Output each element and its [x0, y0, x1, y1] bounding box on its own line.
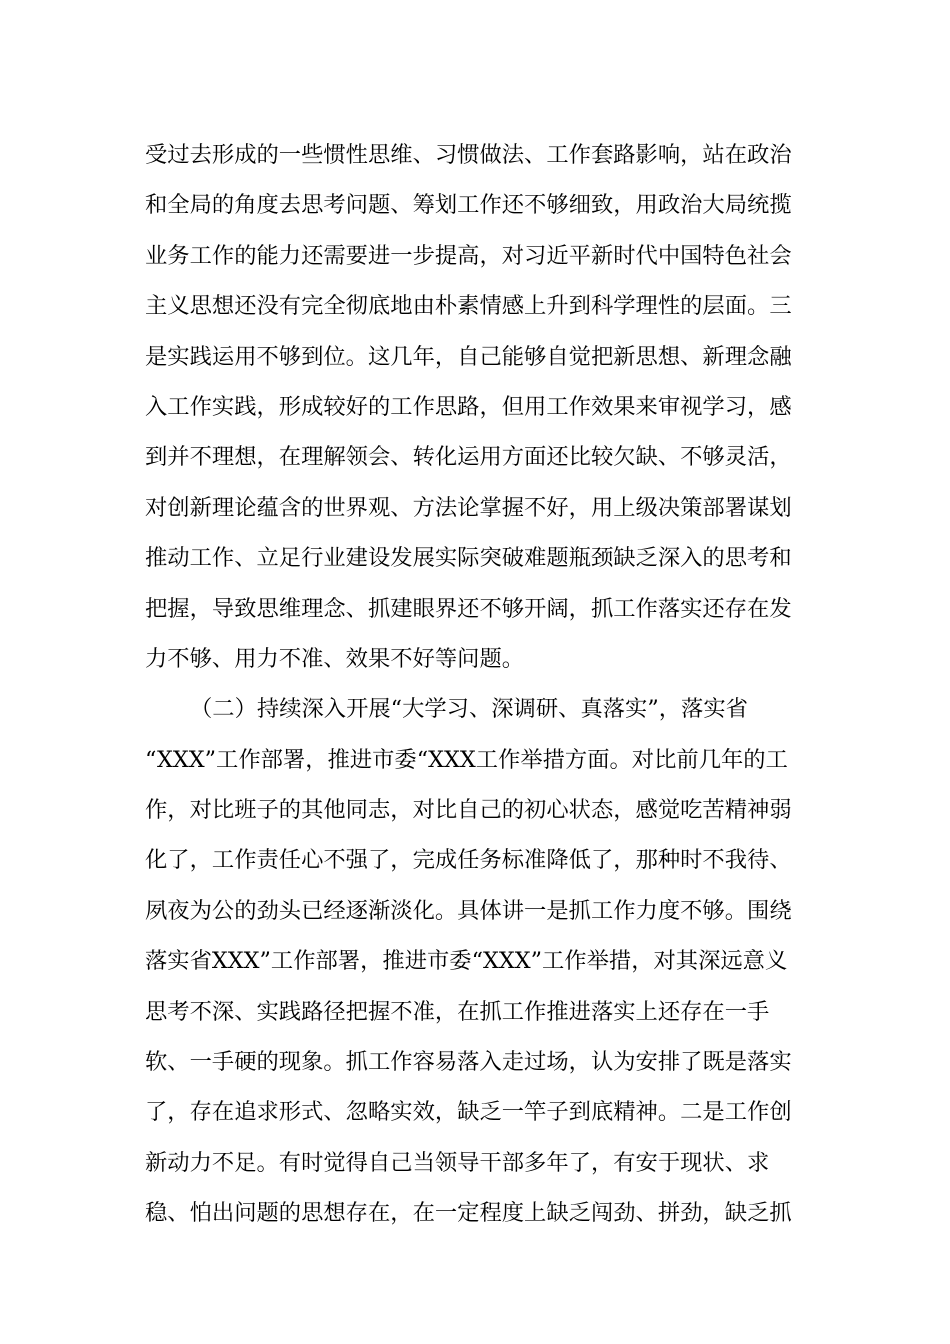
text-line: 力不够、用力不准、效果不好等问题。 [145, 645, 525, 672]
body-text [145, 130, 810, 1239]
text-line: 化了，工作责任心不强了，完成任务标准降低了，那种时不我待、 [145, 847, 792, 874]
text-line: 稳、怕出问题的思想存在，在一定程度上缺乏闯劲、拼劲，缺乏抓 [145, 1200, 792, 1227]
text-line: 夙夜为公的劲头已经逐渐淡化。具体讲一是抓工作力度不够。围绕 [145, 897, 792, 924]
text-line: 和全局的角度去思考问题、筹划工作还不够细致，用政治大局统揽 [145, 192, 792, 219]
text-line: “XXX”工作部署，推进市委“XXX工作举措方面。对比前几年的工 [145, 746, 788, 773]
paragraph-1 [145, 130, 810, 684]
text-line: 主义思想还没有完全彻底地由朴素情感上升到科学理性的层面。三 [145, 293, 792, 320]
text-line: 入工作实践，形成较好的工作思路，但用工作效果来审视学习，感 [145, 393, 792, 420]
text-line: 作，对比班子的其他同志，对比自己的初心状态，感觉吃苦精神弱 [145, 797, 792, 824]
paragraph-2 [145, 684, 810, 1238]
text-line: 了，存在追求形式、忽略实效，缺乏一竿子到底精神。二是工作创 [145, 1099, 792, 1126]
text-line: 新动力不足。有时觉得自己当领导干部多年了，有安于现状、求 [145, 1149, 770, 1176]
text-line: 受过去形成的一些惯性思维、习惯做法、工作套路影响，站在政治 [145, 142, 792, 168]
text-line: 推动工作、立足行业建设发展实际突破难题瓶颈缺乏深入的思考和 [145, 545, 792, 572]
text-line: 把握，导致思维理念、抓建眼界还不够开阔，抓工作落实还存在发 [145, 595, 792, 622]
text-line: 到并不理想，在理解领会、转化运用方面还比较欠缺、不够灵活， [145, 444, 792, 471]
text-line: 是实践运用不够到位。这几年，自己能够自觉把新思想、新理念融 [145, 343, 792, 370]
text-line: 业务工作的能力还需要进一步提高，对习近平新时代中国特色社会 [145, 242, 792, 269]
text-line: 思考不深、实践路径把握不准，在抓工作推进落实上还存在一手 [145, 998, 770, 1025]
text-line: （二）持续深入开展“大学习、深调研、真落实”，落实省 [190, 696, 748, 723]
text-line: 对创新理论蕴含的世界观、方法论掌握不好，用上级决策部署谋划 [145, 494, 792, 521]
text-line: 落实省XXX”工作部署，推进市委“XXX”工作举措，对其深远意义 [145, 948, 788, 975]
text-line: 软、一手硬的现象。抓工作容易落入走过场，认为安排了既是落实 [145, 1049, 792, 1076]
